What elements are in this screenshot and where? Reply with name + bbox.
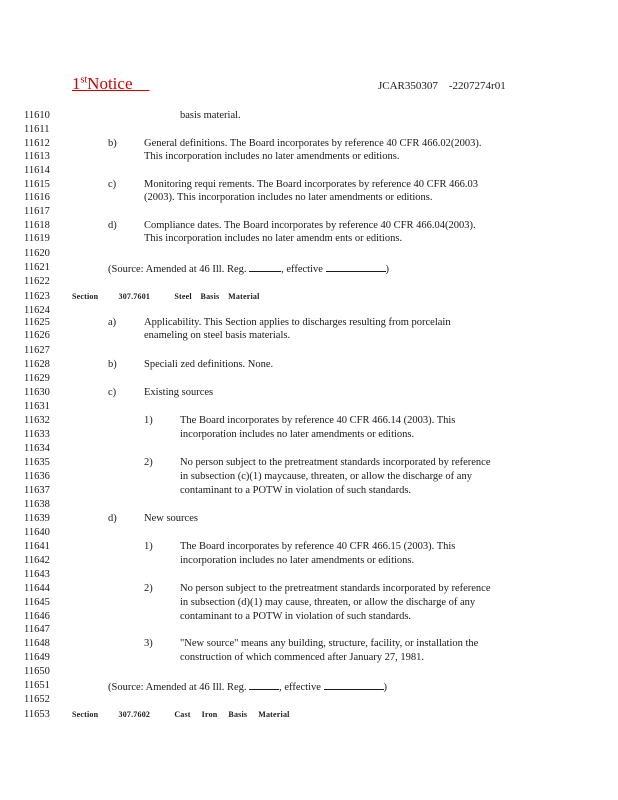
text-line-11630: Existing sources <box>144 387 214 398</box>
section-number: 307.7601 <box>118 292 151 301</box>
section-heading-7602 <box>72 709 290 721</box>
source-note-text: (Source: Amended at 46 Ill. Reg. <box>108 682 247 693</box>
notice-header <box>72 74 150 94</box>
list-marker-d2b: 2) <box>144 583 153 594</box>
section-title: Cast Iron Basis Material <box>174 710 290 719</box>
list-marker-b: b) <box>108 138 117 149</box>
line-number: 11625 <box>24 317 50 328</box>
text-line-11619: This incorporation includes no later amendm ents or editions. <box>144 233 403 244</box>
line-number: 11647 <box>24 624 50 635</box>
line-number: 11643 <box>24 569 50 580</box>
list-marker-d1: 1) <box>144 541 153 552</box>
line-number: 11645 <box>24 597 50 608</box>
line-number: 11623 <box>24 291 50 302</box>
line-number: 11626 <box>24 330 50 341</box>
line-number: 11652 <box>24 694 50 705</box>
notice-ordinal: st <box>80 74 88 86</box>
line-number: 11634 <box>24 443 50 454</box>
line-number: 11610 <box>24 110 50 121</box>
text-line-11645: in subsection (d)(1) may cause, threaten, or allow the discharge of any <box>180 597 476 608</box>
line-number: 11648 <box>24 638 50 649</box>
text-line-11610: basis material. <box>180 110 241 121</box>
text-line-11644: No person subject to the pretreatment standards incorporated by reference <box>180 583 491 594</box>
source-note-text: (Source: Amended at 46 Ill. Reg. <box>108 264 247 275</box>
text-line-11646: contaminant to a POTW in violation of such standards. <box>180 611 412 622</box>
text-line-11613: This incorporation includes no later amendments or editions. <box>144 151 400 162</box>
line-number: 11611 <box>24 124 50 135</box>
text-line-11641: The Board incorporates by reference 40 CFR 466.15 (2003). This <box>180 541 456 552</box>
text-line-11632: The Board incorporates by reference 40 CFR 466.14 (2003). This <box>180 415 456 426</box>
list-marker-d: d) <box>108 220 117 231</box>
list-marker-c1: 1) <box>144 415 153 426</box>
document-code: JCAR350307 -2207274r01 <box>378 80 506 92</box>
line-number: 11616 <box>24 192 50 203</box>
line-number: 11629 <box>24 373 50 384</box>
line-number: 11620 <box>24 248 50 259</box>
line-number: 11624 <box>24 305 50 316</box>
line-number: 11617 <box>24 206 50 217</box>
text-line-11612: General definitions. The Board incorporates by reference 40 CFR 466.02(2003). <box>144 138 482 149</box>
text-line-11615: Monitoring requi rements. The Board incorporates by reference 40 CFR 466.03 <box>144 179 478 190</box>
list-marker-d3: 3) <box>144 638 153 649</box>
line-number: 11641 <box>24 541 50 552</box>
source-note-11651 <box>108 680 387 694</box>
blank-effective-date <box>326 262 386 272</box>
text-line-11633: incorporation includes no later amendments or editions. <box>180 429 415 440</box>
text-line-11649: construction of which commenced after January 27, 1981. <box>180 652 425 663</box>
text-line-11636: in subsection (c)(1) maycause, threaten, or allow the discharge of any <box>180 471 472 482</box>
line-number: 11637 <box>24 485 50 496</box>
line-number: 11636 <box>24 471 50 482</box>
line-number: 11651 <box>24 680 50 691</box>
text-line-11635: No person subject to the pretreatment standards incorporated by reference <box>180 457 491 468</box>
section-label: Section <box>72 710 99 719</box>
line-number: 11649 <box>24 652 50 663</box>
line-number: 11650 <box>24 666 50 677</box>
line-number: 11631 <box>24 401 50 412</box>
line-number: 11633 <box>24 429 50 440</box>
text-line-11637: contaminant to a POTW in violation of such standards. <box>180 485 412 496</box>
line-number: 11639 <box>24 513 50 524</box>
list-marker-c2: c) <box>108 387 117 398</box>
section-title: Steel Basis Material <box>174 292 260 301</box>
source-note-effective: , effective <box>281 264 323 275</box>
line-number: 11630 <box>24 387 50 398</box>
list-marker-a: a) <box>108 317 117 328</box>
line-number: 11635 <box>24 457 50 468</box>
line-number: 11618 <box>24 220 50 231</box>
line-number: 11653 <box>24 709 50 720</box>
line-number: 11615 <box>24 179 50 190</box>
line-number: 11627 <box>24 345 50 356</box>
text-line-11642: incorporation includes no later amendments or editions. <box>180 555 415 566</box>
section-label: Section <box>72 292 99 301</box>
list-marker-b2: b) <box>108 359 117 370</box>
line-number: 11638 <box>24 499 50 510</box>
text-line-11616: (2003). This incorporation includes no later amendments or editions. <box>144 192 433 203</box>
list-marker-c2b: 2) <box>144 457 153 468</box>
section-heading-7601 <box>72 291 260 303</box>
line-number: 11642 <box>24 555 50 566</box>
line-number: 11644 <box>24 583 50 594</box>
notice-number: 1 <box>72 74 81 93</box>
line-number: 11628 <box>24 359 50 370</box>
line-number: 11614 <box>24 165 50 176</box>
source-note-effective: , effective <box>279 682 321 693</box>
text-line-11648: "New source" means any building, structure, facility, or installation the <box>180 638 479 649</box>
line-number: 11622 <box>24 276 50 287</box>
list-marker-c: c) <box>108 179 117 190</box>
section-number: 307.7602 <box>118 710 151 719</box>
line-number: 11612 <box>24 138 50 149</box>
line-number: 11621 <box>24 262 50 273</box>
line-number: 11640 <box>24 527 50 538</box>
list-marker-d2: d) <box>108 513 117 524</box>
text-line-11628: Speciali zed definitions. None. <box>144 359 274 370</box>
text-line-11618: Compliance dates. The Board incorporates by reference 40 CFR 466.04(2003). <box>144 220 476 231</box>
text-line-11625: Applicability. This Section applies to discharges resulting from porcelain <box>144 317 451 328</box>
line-number: 11619 <box>24 233 50 244</box>
blank-register-number <box>249 680 279 690</box>
line-number: 11632 <box>24 415 50 426</box>
source-note-11621 <box>108 262 389 276</box>
blank-register-number <box>249 262 281 272</box>
notice-word: Notice <box>87 74 133 93</box>
line-number: 11646 <box>24 611 50 622</box>
source-note-close: ) <box>383 682 388 693</box>
text-line-11626: enameling on steel basis materials. <box>144 330 291 341</box>
source-note-close: ) <box>385 264 390 275</box>
text-line-11639: New sources <box>144 513 198 524</box>
blank-effective-date <box>324 680 384 690</box>
line-number: 11613 <box>24 151 50 162</box>
